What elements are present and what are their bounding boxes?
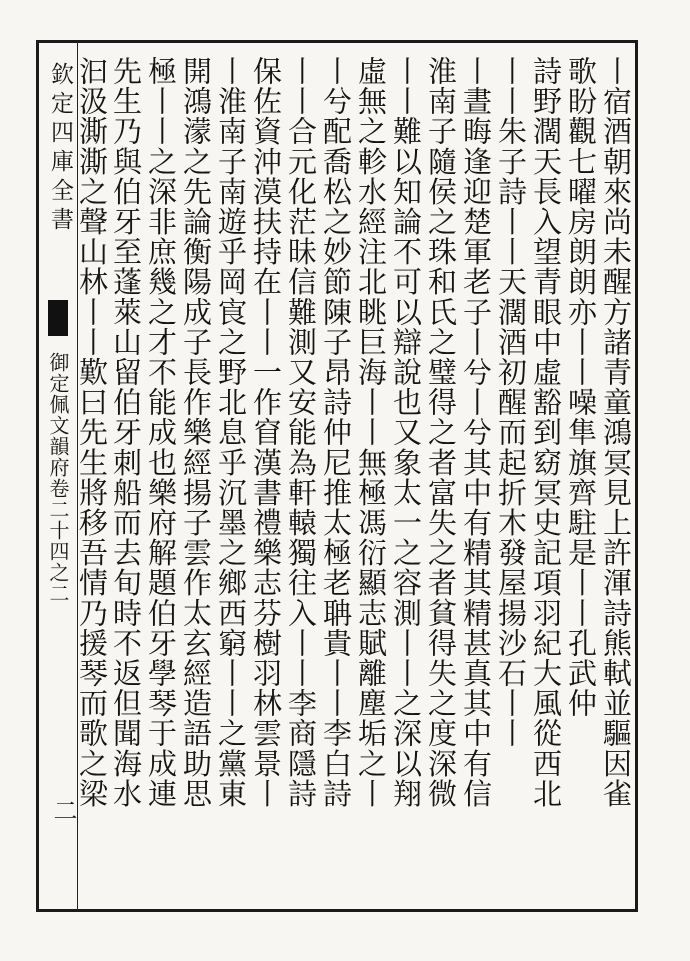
text-column-16: 汩汲澌澌之聲山林丨丨歎曰先生將移吾情乃援琴而歌之梁 bbox=[75, 56, 109, 809]
collection-title: 欽定四庫全書 bbox=[47, 62, 73, 236]
text-column-1: 丨宿酒朝來尚未醒方諸青童鴻冥見上許渾詩熊軾並驅因雀 bbox=[599, 56, 633, 809]
text-column-9: 丨兮配喬松之妙節陳子昂詩仲尼推太極老聃貴丨丨李白詩 bbox=[319, 56, 353, 809]
text-column-6: 淮南子隨侯之珠和氏之璧得之者富失之者貧得失之度深微 bbox=[424, 56, 458, 809]
text-column-13: 開鴻濛之先論衡陽成子長作樂經揚子雲作太玄經造語助思 bbox=[179, 56, 213, 809]
text-column-15: 先生乃與伯牙至蓬萊山留伯牙刺船而去旬時不返但聞海水 bbox=[109, 56, 143, 809]
fishtail-mark bbox=[48, 300, 68, 336]
text-column-14: 極丨丨之深非庶幾之才不能成也樂府解題伯牙學琴于成連 bbox=[144, 56, 178, 809]
text-column-4: 丨丨朱子詩丨丨天濶酒初醒而起折木發屋揚沙石丨丨 bbox=[494, 56, 528, 749]
text-column-3: 詩野濶天長入望青眼中虛豁到窈冥史記項羽紀大風從西北 bbox=[529, 56, 563, 809]
text-column-11: 保佐資沖漠扶持在丨丨一作窅漢書禮樂志芬樹羽林雲景丨 bbox=[249, 56, 283, 809]
text-column-5: 丨晝晦逢迎楚軍老子丨兮丨兮其中有精其精甚真其中有信 bbox=[459, 56, 493, 809]
text-column-10: 丨丨合元化茫昧信難測又安能為軒轅獨往入丨丨李商隱詩 bbox=[284, 56, 318, 809]
page-number: 二 bbox=[49, 798, 77, 822]
book-title: 御定佩文韻府卷二十四之二 bbox=[46, 352, 70, 604]
text-column-12: 丨淮南子南遊乎岡㝗之野北息乎沉墨之鄉西窮丨丨之黨東 bbox=[214, 56, 248, 809]
text-column-8: 虛無之軫水經注北眺巨海丨丨無極馮衍顯志賦離塵垢之丨 bbox=[354, 56, 388, 809]
text-column-2: 歌盼觀七曜房朗朗亦丨丨噪隼旗齊駐是丨丨孔武仲 bbox=[564, 56, 598, 719]
text-column-7: 丨丨難以知論不可以辯說也又象太一之容測丨丨之深以翔 bbox=[389, 56, 423, 809]
